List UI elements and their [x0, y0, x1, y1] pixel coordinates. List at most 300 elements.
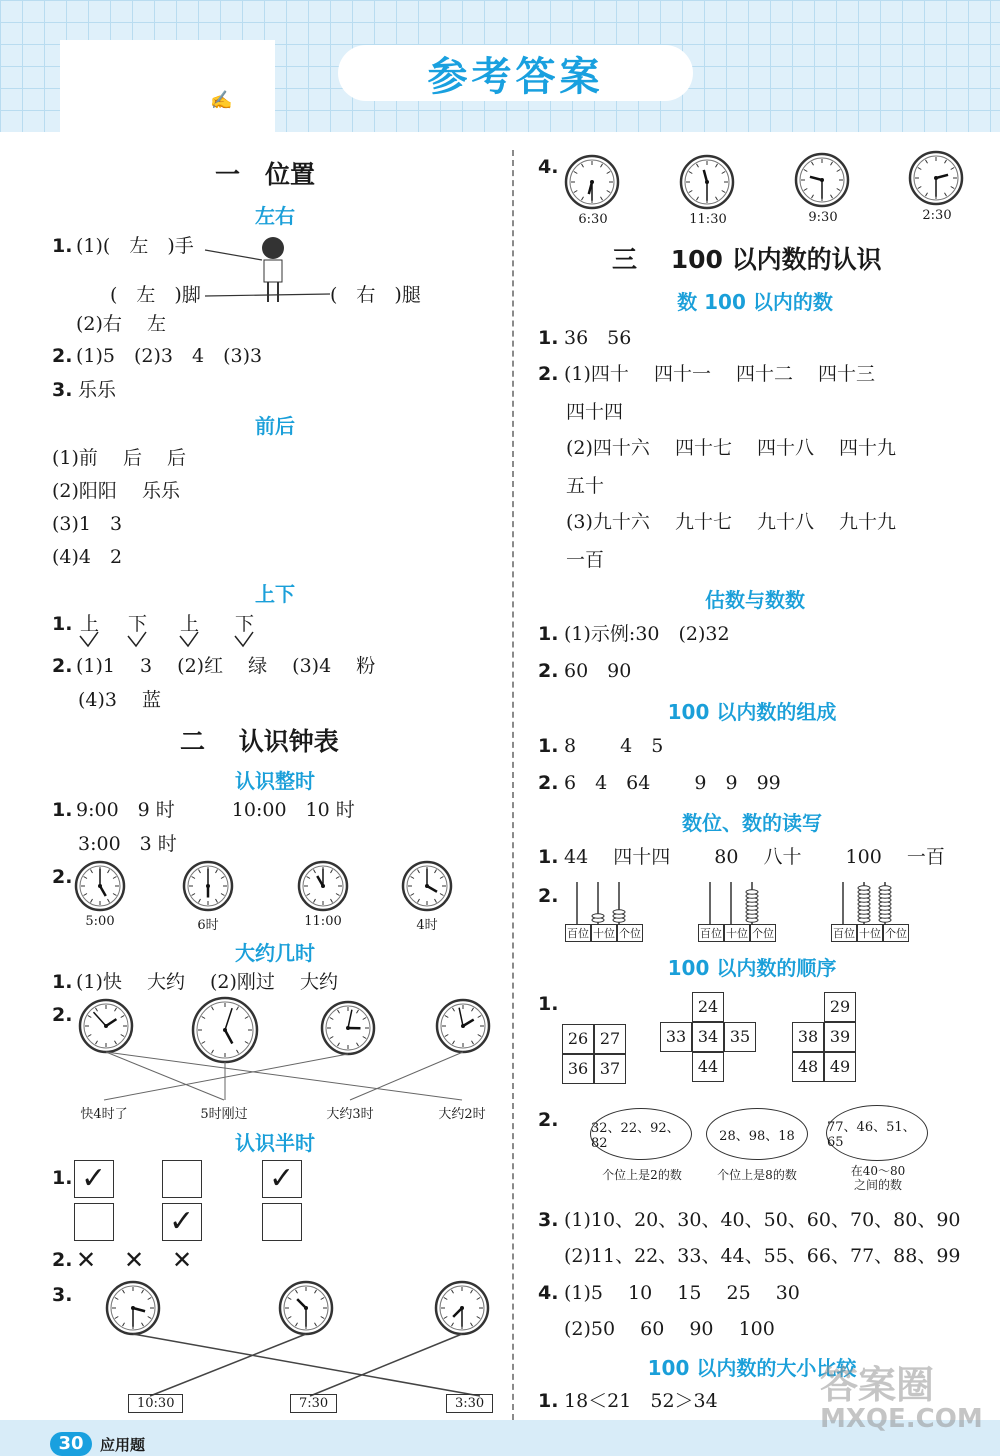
clock-tick [296, 1323, 298, 1326]
question-number: 4. [538, 1282, 559, 1304]
ellipse-label: 个位上是2的数 [602, 1168, 682, 1182]
clock-rim [284, 1286, 328, 1330]
abacus-labels [565, 924, 643, 942]
clock-hour-hand [225, 1030, 232, 1043]
clock-tick [445, 1035, 448, 1037]
clock-tick [697, 164, 699, 167]
clock-hour-hand [106, 1019, 116, 1026]
number-set-ellipse: 77、46、51、65 [826, 1105, 928, 1161]
clock-tick [88, 1016, 91, 1018]
abacus-bead [746, 898, 758, 902]
clock-tick [288, 1298, 291, 1300]
clock-icon [322, 1002, 374, 1054]
title-banner [338, 45, 693, 101]
up-down-item: 下 [235, 613, 255, 635]
clock-hour-hand [427, 886, 437, 892]
clock-icon [403, 862, 451, 910]
clock-tick [199, 899, 201, 902]
subsection-front-back: 前后 [255, 414, 295, 438]
clock-tick [331, 899, 333, 902]
tens-label: 十位 [724, 924, 750, 942]
check-mark: ✓ [169, 1204, 195, 1239]
abacus-bead [879, 894, 891, 898]
clock-icon [184, 862, 232, 910]
clock-tick [148, 1317, 151, 1319]
subsection-about-time: 大约几时 [235, 941, 315, 965]
check-mark: ✓ [269, 1161, 295, 1196]
clock-tick [722, 191, 725, 193]
answer-box [262, 1203, 302, 1241]
answer-line: (4)4 2 [52, 546, 123, 568]
abacus-labels [698, 924, 776, 942]
clock-tick [142, 1323, 144, 1326]
clock-tick [330, 1018, 333, 1020]
clock-center [425, 884, 429, 888]
clock-center [104, 1024, 108, 1028]
clock-tick [477, 1317, 480, 1319]
answer-q1: 44 四十四 80 八十 100 一百 [564, 846, 945, 868]
abacus-bead [746, 906, 758, 910]
clock-center [304, 1306, 308, 1310]
abacus-bead [858, 886, 870, 890]
clock-tick [121, 1016, 124, 1018]
clock-tick [363, 1037, 366, 1039]
clock-tick [837, 189, 840, 191]
grid-cell: 35 [724, 1022, 756, 1052]
clock-rim [440, 1286, 484, 1330]
clock-tick [452, 1323, 454, 1326]
clock-rim [84, 1004, 128, 1048]
clock-label: 11:00 [304, 914, 342, 929]
clock-tick [445, 1016, 448, 1018]
clock-icon [280, 1282, 332, 1334]
clock-tick [418, 899, 420, 902]
question-number: 2. [52, 655, 73, 677]
clock-rim [197, 1002, 253, 1058]
clock-tick [331, 870, 333, 873]
clock-hour-hand [100, 886, 106, 896]
answer-box [74, 1160, 114, 1198]
clock-tick [357, 1010, 359, 1013]
clock-tick [202, 1042, 205, 1044]
answer-line: (1)四十 四十一 四十二 四十三 [564, 363, 876, 385]
clock-hour-hand [463, 1020, 474, 1026]
answer-q3: 乐乐 [78, 379, 117, 401]
question-number: 4. [538, 156, 559, 178]
match-line [310, 1334, 462, 1396]
clock-tick [91, 870, 93, 873]
clock-center [131, 1306, 135, 1310]
answer-q1: (1)示例:30 (2)32 [564, 623, 730, 645]
subsection-whole-hour: 认识整时 [235, 769, 315, 793]
question-number: 2. [538, 660, 559, 682]
clock-center [98, 884, 102, 888]
answer-line: (3)1 3 [52, 513, 123, 535]
clock-icon [910, 152, 962, 204]
answer-hand: (1)( 左 )手 [76, 235, 194, 257]
clock-tick [601, 197, 603, 200]
abacus-bead [879, 914, 891, 918]
number-set-ellipse: 28、98、18 [706, 1108, 808, 1160]
clock-center [705, 180, 709, 184]
clock-tick [411, 894, 414, 896]
clock-tick [314, 899, 316, 902]
question-number: 1. [52, 799, 73, 821]
clock-tick [452, 1290, 454, 1293]
clock-tick [245, 1042, 248, 1044]
answer-q1-part2: (2)右 左 [76, 313, 166, 335]
footer-label: 应用题 [100, 1436, 146, 1454]
question-number: 1. [52, 613, 73, 635]
answer-q1: 36 56 [564, 327, 632, 349]
answer-q1: 18＜21 52＞34 [564, 1390, 718, 1412]
clock-rim [570, 160, 614, 204]
child-figure-illustration [200, 232, 340, 312]
clock-center [461, 1024, 465, 1028]
watermark [820, 1365, 983, 1433]
clock-tick [357, 1043, 359, 1046]
clock-tick [444, 1317, 447, 1319]
grid-cell: 39 [824, 1022, 856, 1052]
clock-tick [113, 894, 116, 896]
question-number: 2. [52, 1004, 73, 1026]
clock-icon [193, 998, 257, 1062]
subsection-half-hour: 认识半时 [235, 1131, 315, 1155]
clock-rim [188, 866, 228, 906]
grid-cell: 34 [692, 1022, 724, 1052]
ellipse-label: 个位上是8的数 [717, 1168, 797, 1182]
answer-line: (1)前 后 后 [52, 447, 186, 469]
clock-tick [199, 870, 201, 873]
question-number: 2. [52, 1249, 73, 1271]
question-number: 1. [538, 1390, 559, 1412]
clock-tick [689, 172, 692, 174]
clock-hour-hand [704, 170, 707, 182]
time-label: 快4时了 [80, 1107, 128, 1122]
match-line [150, 1334, 306, 1396]
answer-leg: ( 右 )腿 [330, 284, 421, 306]
clock-tick [315, 1290, 317, 1293]
question-number: 1. [52, 235, 73, 257]
grid-cell: 26 [562, 1024, 594, 1054]
answer-q2: 60 90 [564, 660, 632, 682]
answer-q1: (1)快 大约 (2)刚过 大约 [76, 971, 338, 993]
clock-tick [477, 1298, 480, 1300]
abacus-bead [858, 906, 870, 910]
grid-cell: 27 [594, 1024, 626, 1054]
clock-minute-hand [348, 1010, 352, 1028]
answer-q1: 8 4 5 [564, 735, 664, 757]
clock-tick [123, 1323, 125, 1326]
clock-tick [444, 1298, 447, 1300]
clock-tick [471, 1290, 473, 1293]
clock-center [590, 180, 594, 184]
grid-cell: 36 [562, 1054, 594, 1084]
clock-tick [321, 1298, 324, 1300]
question-number: 1. [538, 993, 559, 1015]
grid-cell: 24 [692, 992, 724, 1022]
clock-tick [216, 870, 218, 873]
ones-label: 个位 [617, 924, 643, 942]
clock-icon [566, 156, 618, 208]
cross-mark: ✕ [124, 1246, 145, 1274]
tens-label: 十位 [857, 924, 883, 942]
match-line [106, 1052, 224, 1100]
abacus-bead [858, 902, 870, 906]
clock-tick [918, 187, 921, 189]
abacus-bead [746, 914, 758, 918]
clock-rim [800, 158, 844, 202]
answer-line: 一百 [566, 549, 605, 571]
clock-tick [716, 197, 718, 200]
time-label: 大约3时 [326, 1107, 374, 1122]
match-line [106, 1052, 462, 1100]
clock-center [206, 884, 210, 888]
clock-tick [123, 1290, 125, 1293]
clock-hour-hand [297, 1299, 306, 1308]
answer-q2: 6 4 64 9 9 99 [564, 772, 781, 794]
ones-label: 个位 [883, 924, 909, 942]
clock-tick [202, 1017, 205, 1019]
answer-line: (2)阳阳 乐乐 [52, 480, 180, 502]
clock-tick [689, 191, 692, 193]
clock-tick [574, 191, 577, 193]
clock-hour-hand [589, 182, 592, 194]
time-tag: 10:30 [128, 1394, 183, 1413]
check-marks [78, 630, 268, 652]
clock-tick [926, 193, 928, 196]
up-down-item: 下 [128, 613, 148, 635]
clock-tick [237, 1007, 239, 1010]
clock-icon [299, 862, 347, 910]
section-title-numbers: 三 100 以内数的认识 [612, 245, 882, 274]
abacus-bead [746, 918, 758, 922]
answer-line: 五十 [566, 475, 605, 497]
match-line [350, 1052, 463, 1100]
clock-tick [338, 1043, 340, 1046]
clock-tick [192, 877, 195, 879]
ones-label: 个位 [750, 924, 776, 942]
abacus-bead [858, 914, 870, 918]
subsection-left-right: 左右 [255, 204, 295, 228]
answer-line: (1)5 10 15 25 30 [564, 1282, 800, 1304]
grid-cell: 37 [594, 1054, 626, 1084]
clock-tick [435, 870, 437, 873]
page-title: 参考答案 [427, 53, 604, 100]
clock-tick [108, 899, 110, 902]
answer-foot: ( 左 )脚 [110, 284, 201, 306]
clock-tick [951, 168, 954, 170]
clock-tick [314, 870, 316, 873]
abacus-bead [613, 914, 625, 918]
section-title-position: 一 位置 [215, 160, 316, 189]
clock-tick [296, 1290, 298, 1293]
answer-box [74, 1203, 114, 1241]
answer-line: 3:00 3 时 [78, 833, 177, 855]
clock-rim [326, 1006, 370, 1050]
clock-center [346, 1026, 350, 1030]
clock-tick [221, 877, 224, 879]
clock-icon [681, 156, 733, 208]
question-number: 3. [52, 1284, 73, 1306]
clock-tick [440, 877, 443, 879]
question-number: 2. [538, 1109, 559, 1131]
answer-line: (2)11、22、33、44、55、66、77、88、99 [564, 1245, 961, 1267]
question-number: 2. [538, 363, 559, 385]
clock-tick [582, 164, 584, 167]
clock-tick [722, 172, 725, 174]
clock-rim [303, 866, 343, 906]
clock-tick [812, 195, 814, 198]
grid-cell: 29 [824, 992, 856, 1022]
question-number: 1. [538, 846, 559, 868]
abacus-bead [858, 898, 870, 902]
clock-tick [945, 193, 947, 196]
grid-cell: 48 [792, 1052, 824, 1082]
clock-label: 6时 [197, 918, 219, 933]
clock-rim [441, 1004, 485, 1048]
clock-tick [336, 877, 339, 879]
clock-tick [113, 877, 116, 879]
clock-tick [91, 899, 93, 902]
question-number: 1. [52, 971, 73, 993]
clock-tick [88, 1035, 91, 1037]
clock-tick [918, 168, 921, 170]
clock-tick [108, 870, 110, 873]
abacus-bead [613, 918, 625, 922]
abacus-bead [879, 886, 891, 890]
question-number: 2. [538, 772, 559, 794]
question-number: 2. [52, 866, 73, 888]
clock-tick [315, 1323, 317, 1326]
tens-label: 十位 [591, 924, 617, 942]
answer-line: (2)四十六 四十七 四十八 四十九 [566, 437, 897, 459]
time-label: 大约2时 [438, 1107, 486, 1122]
clock-hour-hand [133, 1308, 145, 1311]
clock-hour-hand [936, 175, 948, 178]
answer-box [162, 1203, 202, 1241]
clock-icon [76, 862, 124, 910]
answer-line: (1)10、20、30、40、50、60、70、80、90 [564, 1209, 961, 1231]
abacus-bead [879, 902, 891, 906]
clock-tick [321, 1317, 324, 1319]
clock-tick [945, 160, 947, 163]
clock-tick [453, 1041, 455, 1044]
clock-tick [582, 197, 584, 200]
clock-hour-hand [317, 876, 323, 886]
abacus-bead [858, 890, 870, 894]
clock-hour-hand [453, 1308, 462, 1317]
clock-tick [115, 1041, 117, 1044]
clock-tick [804, 189, 807, 191]
clock-minute-hand [459, 1008, 463, 1026]
answer-line: 9:00 9 时 10:00 10 时 [76, 799, 355, 821]
abacus-bead [879, 906, 891, 910]
clock-tick [607, 191, 610, 193]
clock-tick [435, 899, 437, 902]
answer-line: 四十四 [566, 401, 624, 423]
clock-hour-hand [810, 177, 822, 180]
match-line [133, 1334, 480, 1396]
question-number: 1. [538, 623, 559, 645]
section-title-clock: 二 认识钟表 [180, 727, 339, 756]
clock-tick [96, 1008, 98, 1011]
clock-tick [115, 1298, 118, 1300]
clock-tick [330, 1037, 333, 1039]
clock-tick [96, 1041, 98, 1044]
clock-tick [115, 1008, 117, 1011]
clock-tick [307, 894, 310, 896]
clock-tick [804, 170, 807, 172]
up-down-item: 上 [80, 613, 100, 635]
abacus-bead [613, 910, 625, 914]
clock-tick [697, 197, 699, 200]
page-number: 30 [50, 1432, 92, 1456]
subsection-order: 100 以内数的顺序 [667, 956, 837, 980]
clock-tick [926, 160, 928, 163]
hundreds-label: 百位 [831, 924, 857, 942]
clock-tick [453, 1008, 455, 1011]
clock-tick [288, 1317, 291, 1319]
subsection-compare: 100 以内数的大小比较 [647, 1356, 857, 1380]
abacus-bead [858, 918, 870, 922]
watermark-url: MXQE.COM [820, 1404, 983, 1434]
clock-icon [437, 1000, 489, 1052]
cross-mark: ✕ [172, 1246, 193, 1274]
clock-tick [951, 187, 954, 189]
answer-q2: (1)1 3 (2)红 绿 (3)4 粉 [76, 655, 376, 677]
up-down-item: 上 [180, 613, 200, 635]
answer-q2: (1)5 (2)3 4 (3)3 [76, 345, 263, 367]
clock-center [460, 1306, 464, 1310]
clock-label: 9:30 [808, 210, 838, 225]
answer-q2-cont: (4)3 蓝 [78, 689, 162, 711]
clock-tick [716, 164, 718, 167]
abacus-bead [592, 914, 604, 918]
abacus-labels [831, 924, 909, 942]
clock-tick [471, 1323, 473, 1326]
clock-tick [84, 877, 87, 879]
clock-rim [685, 160, 729, 204]
time-tag: 7:30 [290, 1394, 337, 1413]
number-set-ellipse: 32、22、92、82 [590, 1108, 692, 1160]
clock-tick [812, 162, 814, 165]
header-blank-area [60, 40, 275, 132]
clock-tick [115, 1317, 118, 1319]
clock-tick [192, 894, 195, 896]
clock-tick [142, 1290, 144, 1293]
clock-tick [607, 172, 610, 174]
pencil-icon: ✍ [210, 90, 233, 111]
abacus-bead [879, 918, 891, 922]
clock-tick [472, 1008, 474, 1011]
grid-cell: 44 [692, 1052, 724, 1082]
clock-minute-hand [93, 1012, 106, 1026]
abacus-bead [879, 890, 891, 894]
clock-tick [478, 1035, 481, 1037]
hundreds-label: 百位 [698, 924, 724, 942]
clock-tick [121, 1035, 124, 1037]
question-number: 2. [538, 885, 559, 907]
abacus-bead [746, 894, 758, 898]
abacus-bead [858, 910, 870, 914]
clock-center [321, 884, 325, 888]
clock-rim [80, 866, 120, 906]
subsection-count-100: 数 100 以内的数 [677, 290, 833, 314]
clock-tick [307, 877, 310, 879]
grid-cell: 38 [792, 1022, 824, 1052]
clock-tick [440, 894, 443, 896]
